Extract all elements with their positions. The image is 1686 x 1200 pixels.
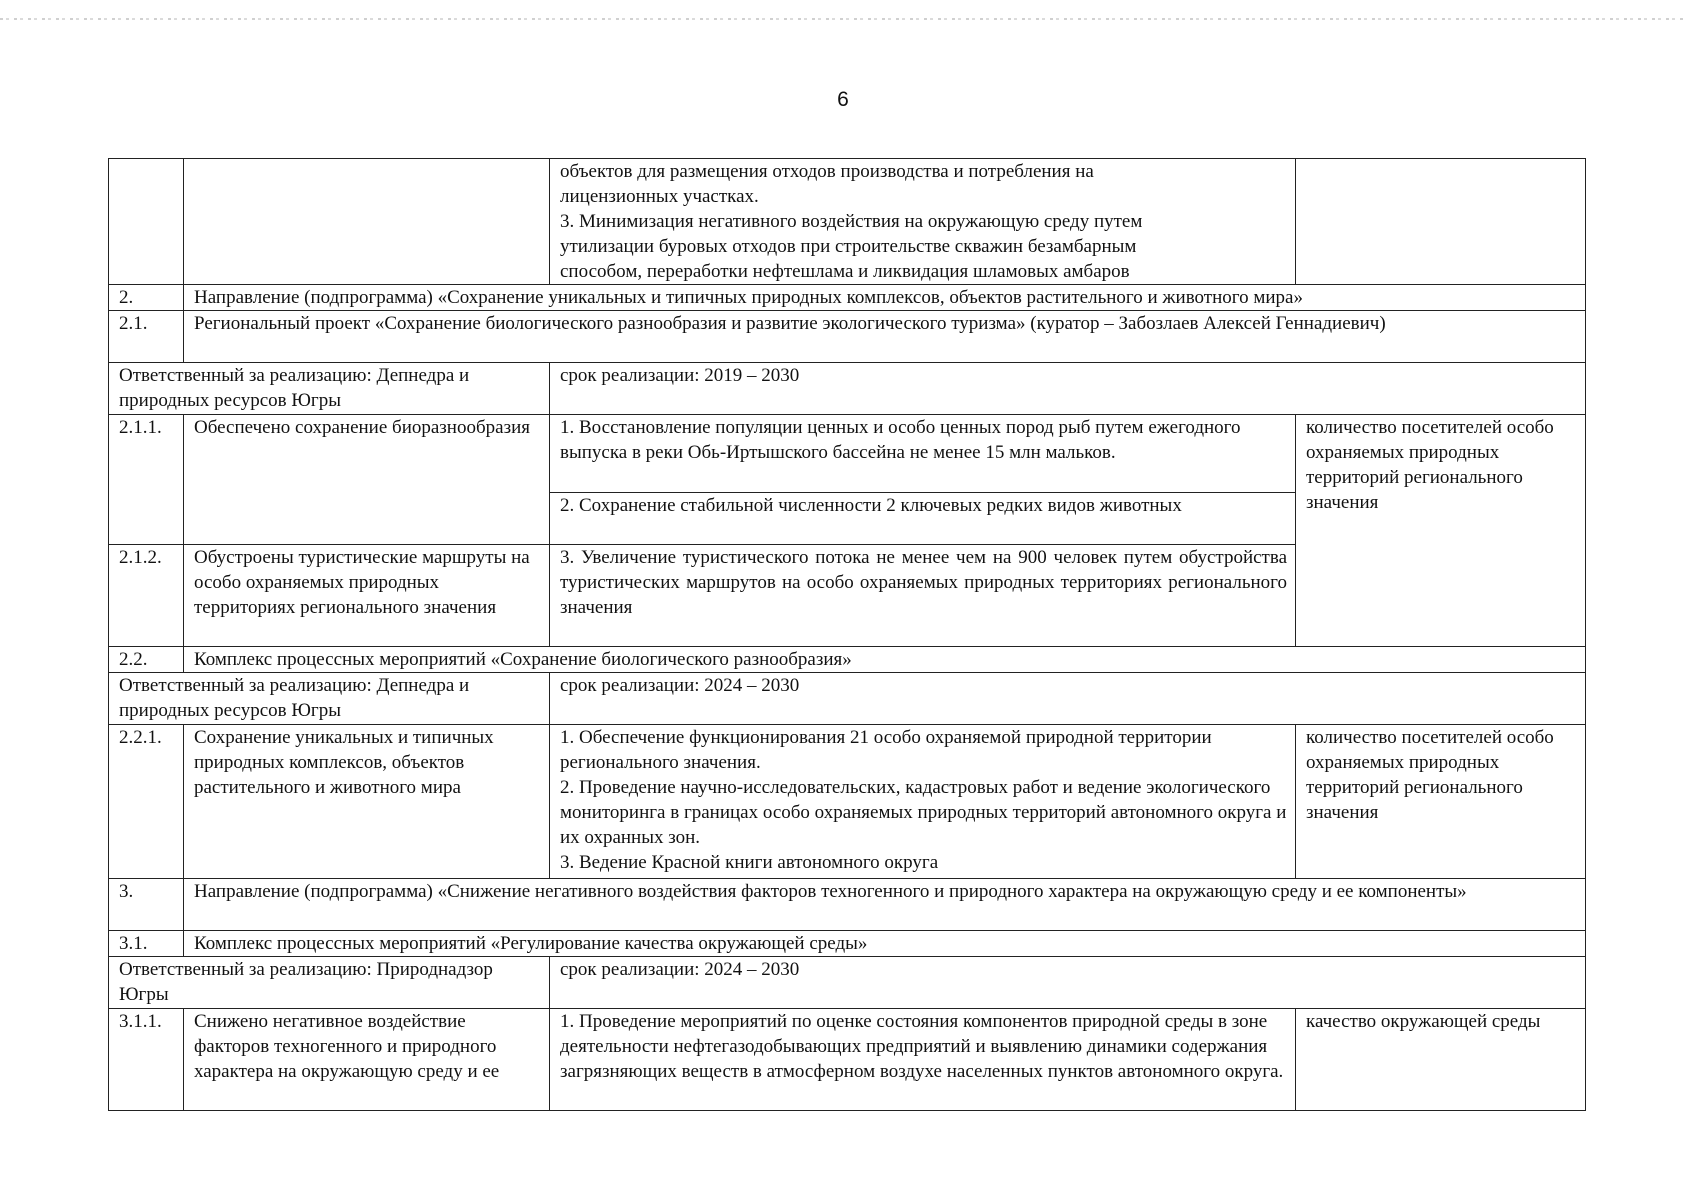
row-number: 2.1.2.	[109, 545, 184, 647]
result-name: Снижено негативное воздействие факторов техногенного и природного характера на окружающую среду и ее	[184, 1009, 550, 1111]
result-name: Обеспечено сохранение биоразнообразия	[184, 415, 550, 545]
section-title: Направление (подпрограмма) «Сохранение уникальных и типичных природных комплексов, объектов растительного и животного мира»	[184, 285, 1586, 311]
term-cell: срок реализации: 2019 – 2030	[550, 363, 1586, 415]
complex-title: Комплекс процессных мероприятий «Сохранение биологического разнообразия»	[184, 647, 1586, 673]
result-name: Обустроены туристические маршруты на особо охраняемых природных территориях регионального значения	[184, 545, 550, 647]
table-row	[109, 363, 1586, 415]
table-row	[109, 159, 1586, 285]
program-table	[108, 158, 1586, 1111]
task-cell: 1. Проведение мероприятий по оценке состояния компонентов природной среды в зоне деятельности нефтегазодобывающих предприятий и выявлению динамики содержания загрязняющих веществ в атмосферном воздухе населенных пунктов автономного округа.	[550, 1009, 1296, 1111]
row-number: 2.2.	[109, 647, 184, 673]
indicator-cell: качество окружающей среды	[1296, 1009, 1586, 1111]
responsible-cell: Ответственный за реализацию: Депнедра и природных ресурсов Югры	[109, 363, 550, 415]
page-number: 6	[837, 88, 849, 111]
table-row	[109, 957, 1586, 1009]
task-cell: 3. Увеличение туристического потока не менее чем на 900 человек путем обустройства туристических маршрутов на особо охраняемых природных территориях регионального значения	[550, 545, 1296, 647]
table-row	[109, 673, 1586, 725]
table-row	[109, 931, 1586, 957]
scan-artifact-line	[0, 18, 1686, 20]
table-row	[109, 311, 1586, 363]
term-cell: срок реализации: 2024 – 2030	[550, 673, 1586, 725]
project-title: Региональный проект «Сохранение биологического разнообразия и развитие экологического туризма» (куратор – Забозлаев Алексей Геннадиевич)	[184, 311, 1586, 363]
complex-title: Комплекс процессных мероприятий «Регулирование качества окружающей среды»	[184, 931, 1586, 957]
indicator-cell: количество посетителей особо охраняемых природных территорий регионального значения	[1296, 725, 1586, 879]
table-row	[109, 285, 1586, 311]
result-name: Сохранение уникальных и типичных природных комплексов, объектов растительного и животного мира	[184, 725, 550, 879]
table-row	[109, 879, 1586, 931]
row-number: 2.1.1.	[109, 415, 184, 545]
indicator-cell: количество посетителей особо охраняемых природных территорий регионального значения	[1296, 415, 1586, 647]
row-number: 3.	[109, 879, 184, 931]
task-cell: 1. Восстановление популяции ценных и особо ценных пород рыб путем ежегодного выпуска в реки Обь-Иртышского бассейна не менее 15 млн мальков.	[550, 415, 1296, 493]
task-cell: 2. Сохранение стабильной численности 2 ключевых редких видов животных	[550, 493, 1296, 545]
task-cell: 1. Обеспечение функционирования 21 особо охраняемой природной территории регионального значения. 2. Проведение научно-исследовательских, кадастровых работ и ведение экологического мониторинга в границах особо охраняемых природных территорий автономного округа и их охранных зон. 3. Ведение Красной книги автономного округа	[550, 725, 1296, 879]
term-cell: срок реализации: 2024 – 2030	[550, 957, 1586, 1009]
table-row	[109, 415, 1586, 493]
row-number: 2.	[109, 285, 184, 311]
row-number: 3.1.	[109, 931, 184, 957]
responsible-cell: Ответственный за реализацию: Депнедра и природных ресурсов Югры	[109, 673, 550, 725]
task-cell: объектов для размещения отходов производства и потребления на лицензионных участках. 3. Минимизация негативного воздействия на окружающую среду путем утилизации буровых отходов при строительстве скважин безамбарным способом, переработки нефтешлама и ликвидация шламовых амбаров	[550, 159, 1296, 285]
row-number: 2.1.	[109, 311, 184, 363]
row-number: 3.1.1.	[109, 1009, 184, 1111]
row-number: 2.2.1.	[109, 725, 184, 879]
table-row	[109, 725, 1586, 879]
section-title: Направление (подпрограмма) «Снижение негативного воздействия факторов техногенного и природного характера на окружающую среду и ее компоненты»	[184, 879, 1586, 931]
table-row	[109, 647, 1586, 673]
table-row	[109, 1009, 1586, 1111]
responsible-cell: Ответственный за реализацию: Природнадзор Югры	[109, 957, 550, 1009]
